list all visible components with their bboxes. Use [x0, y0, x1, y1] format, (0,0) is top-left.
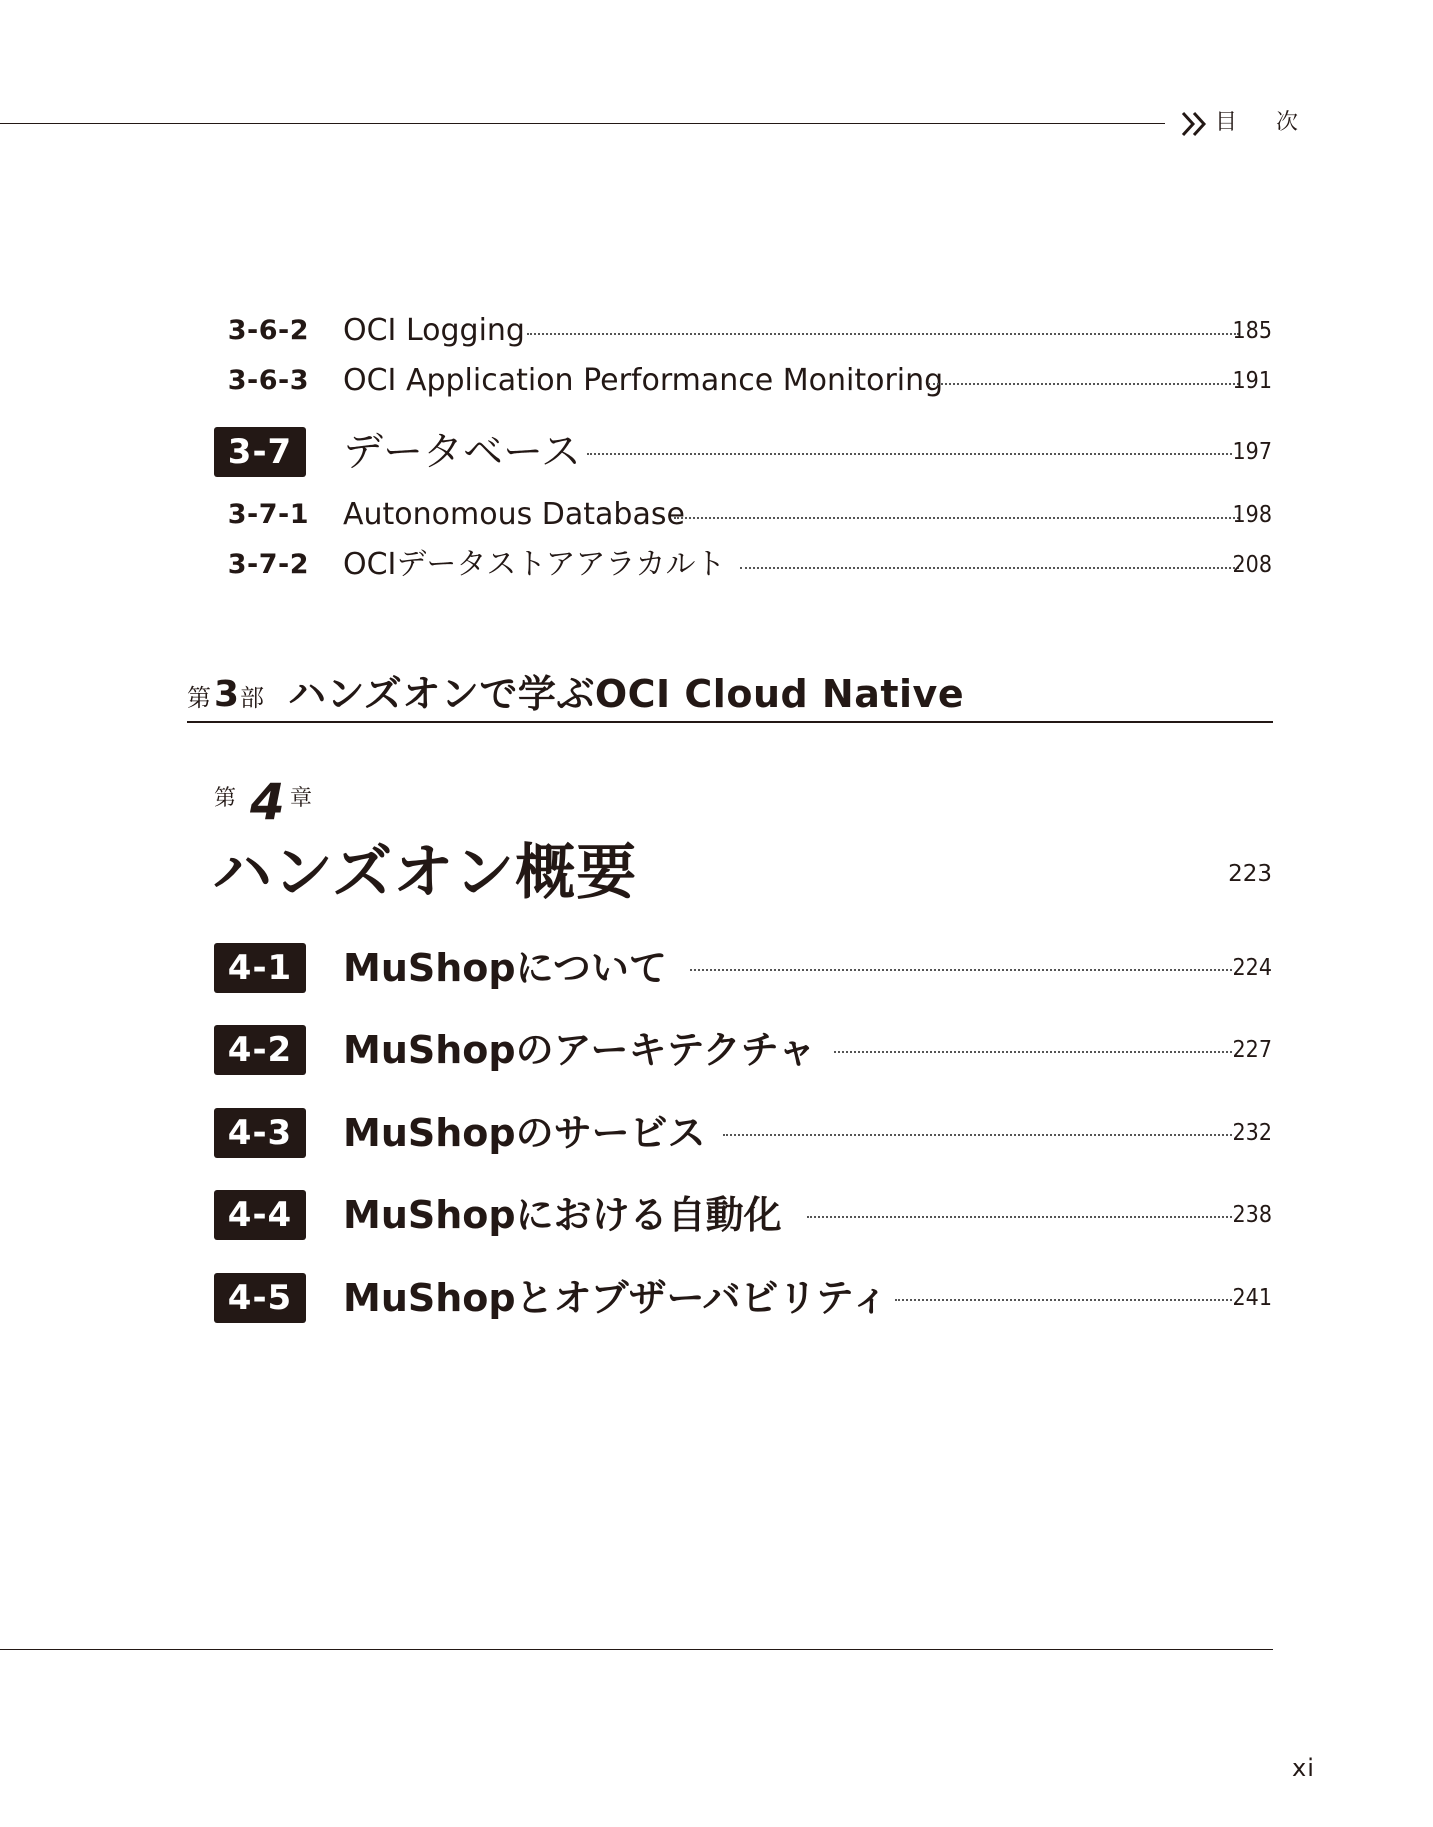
toc-entry-page: 208	[1232, 552, 1272, 578]
part-suffix: 部	[240, 684, 264, 712]
dot-leader	[690, 969, 1232, 971]
dot-leader	[527, 333, 1239, 335]
double-chevron-right-icon	[1180, 110, 1210, 138]
footer-rule	[0, 1649, 1273, 1650]
section-page: 224	[1232, 955, 1272, 981]
dot-leader	[674, 517, 1239, 519]
section-title: MuShopのアーキテクチャ	[343, 1028, 816, 1072]
section-number-badge: 3-7	[214, 427, 306, 477]
section-number-badge: 4-1	[214, 943, 306, 993]
toc-section[interactable]	[0, 1273, 1433, 1323]
section-page: 197	[1232, 439, 1272, 465]
part-prefix: 第	[187, 684, 211, 712]
toc-entry-number: 3-7-2	[227, 549, 309, 580]
dot-leader	[928, 383, 1239, 385]
section-number-badge: 4-3	[214, 1108, 306, 1158]
section-page: 232	[1232, 1120, 1272, 1146]
part-number: 3	[214, 674, 240, 715]
running-header-label: 目 次	[1215, 110, 1314, 135]
toc-section[interactable]	[0, 1108, 1433, 1158]
toc-entry-title: OCIデータストアアラカルト	[343, 547, 726, 582]
dot-leader	[740, 567, 1239, 569]
toc-entry-title: OCI Logging	[343, 313, 525, 348]
toc-section[interactable]	[0, 1190, 1433, 1240]
toc-entry-page: 185	[1232, 318, 1272, 344]
section-title: データベース	[343, 429, 581, 475]
chapter-number: 4	[250, 773, 285, 831]
section-title: MuShopについて	[343, 946, 667, 990]
part-rule	[187, 721, 1273, 723]
section-title: MuShopにおける自動化	[343, 1193, 782, 1237]
toc-section[interactable]	[0, 1025, 1433, 1075]
chapter-title[interactable]: ハンズオン概要	[212, 838, 638, 908]
dot-leader	[723, 1134, 1232, 1136]
section-page: 241	[1232, 1285, 1272, 1311]
section-title: MuShopのサービス	[343, 1111, 706, 1155]
toc-entry[interactable]	[0, 361, 1433, 401]
header-rule	[0, 123, 1165, 124]
toc-entry-page: 191	[1232, 368, 1272, 394]
chapter-prefix: 第	[214, 786, 237, 811]
part-title: ハンズオンで学ぶOCI Cloud Native	[288, 672, 965, 716]
toc-entry-number: 3-6-3	[227, 365, 309, 396]
toc-entry[interactable]	[0, 495, 1433, 535]
section-number-badge: 4-4	[214, 1190, 306, 1240]
dot-leader	[834, 1051, 1232, 1053]
section-page: 227	[1232, 1037, 1272, 1063]
toc-entry[interactable]	[0, 311, 1433, 351]
toc-section[interactable]	[0, 943, 1433, 993]
toc-entry-page: 198	[1232, 502, 1272, 528]
toc-entry[interactable]	[0, 545, 1433, 585]
dot-leader	[895, 1299, 1232, 1301]
toc-entry-number: 3-7-1	[227, 499, 309, 530]
toc-entry-number: 3-6-2	[227, 315, 309, 346]
dot-leader	[587, 453, 1232, 455]
toc-entry-title: OCI Application Performance Monitoring	[343, 363, 944, 398]
chapter-suffix: 章	[290, 786, 313, 811]
dot-leader	[807, 1216, 1232, 1218]
section-number-badge: 4-5	[214, 1273, 306, 1323]
section-number-badge: 4-2	[214, 1025, 306, 1075]
page-folio: xi	[1292, 1754, 1315, 1782]
toc-section[interactable]	[0, 427, 1433, 477]
section-page: 238	[1232, 1202, 1272, 1228]
chapter-page: 223	[1228, 861, 1272, 887]
section-title: MuShopとオブザーバビリティ	[343, 1276, 889, 1320]
toc-entry-title: Autonomous Database	[343, 497, 685, 532]
